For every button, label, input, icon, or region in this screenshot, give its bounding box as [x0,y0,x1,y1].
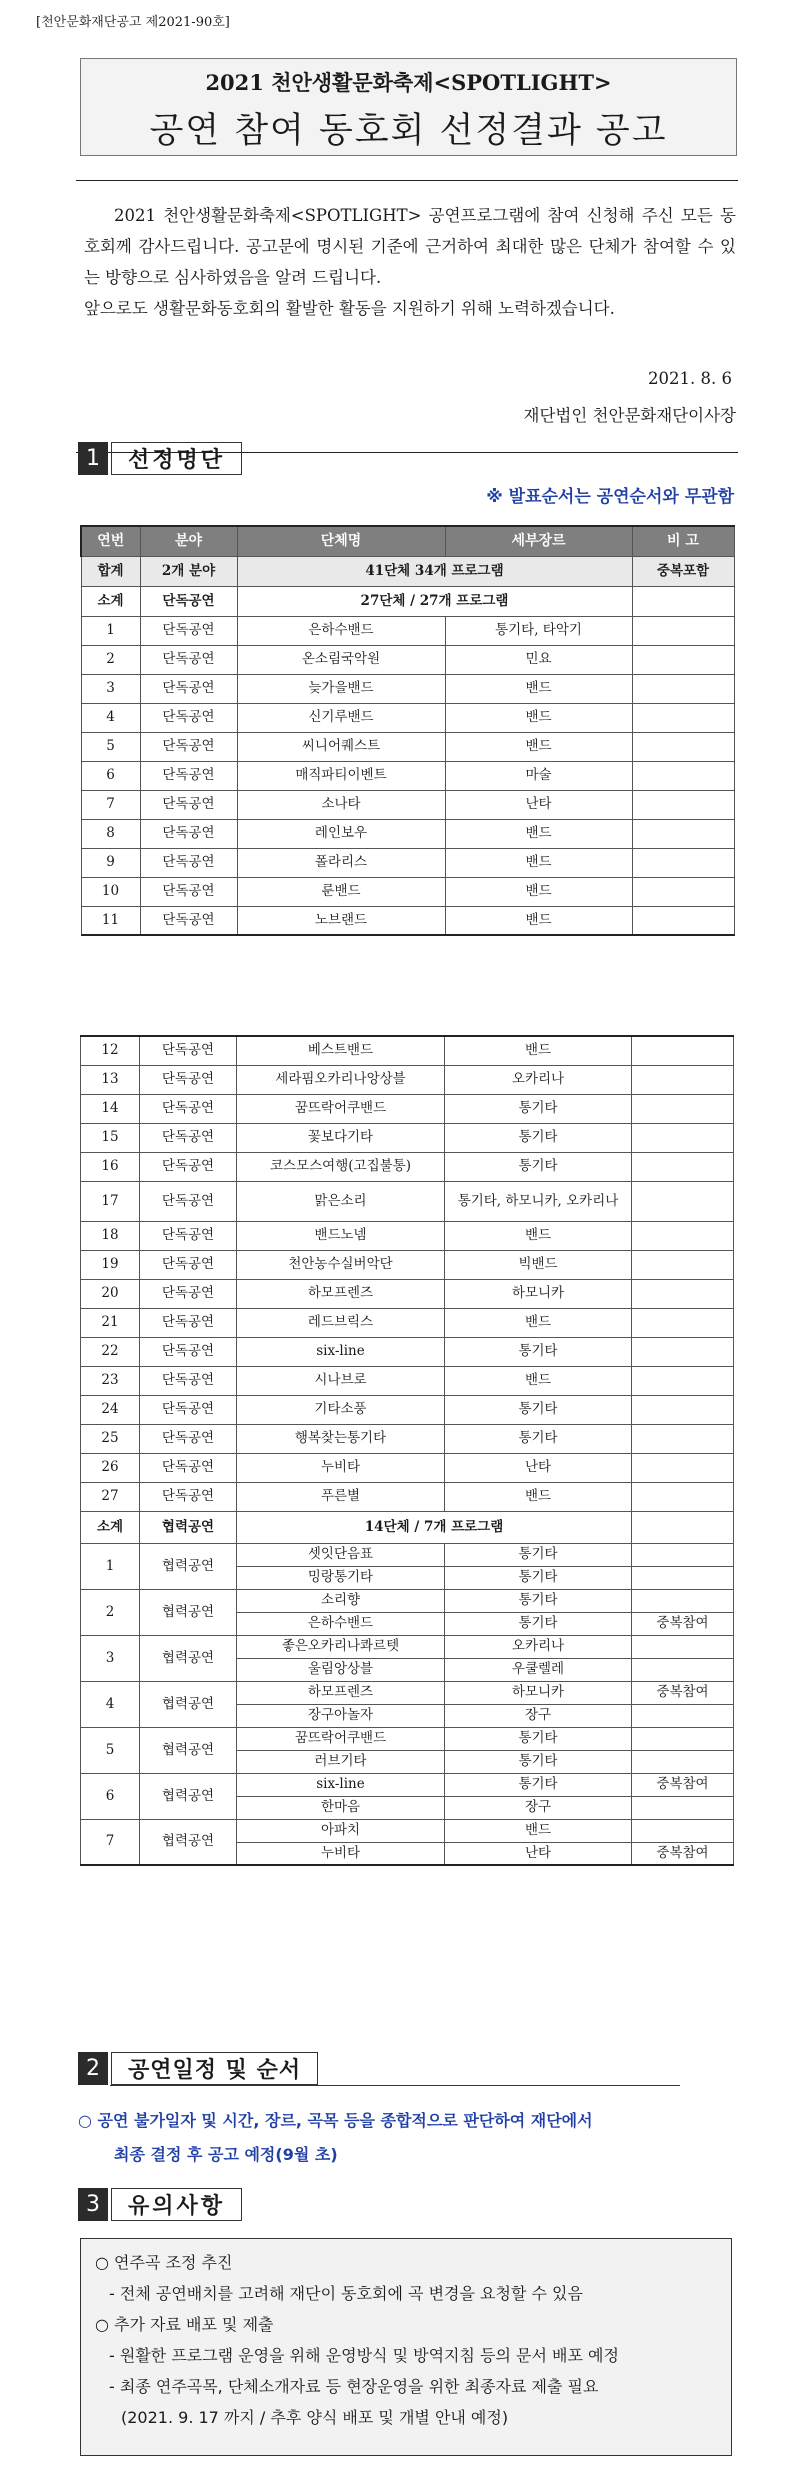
cell-name: 러브기타 [237,1750,445,1773]
subtotal-summary: 27단체 / 27개 프로그램 [237,586,632,616]
cell-genre: 장구 [445,1704,632,1727]
selection-table [80,525,735,936]
cell-remark: 중복참여 [632,1773,734,1796]
cell-no: 1 [81,1543,140,1589]
cell-genre: 통기타, 하모니카, 오카리나 [445,1181,632,1221]
cell-no: 3 [81,674,140,703]
table-row [81,1094,734,1123]
cell-name: six-line [237,1773,445,1796]
cell-field: 협력공연 [140,1543,237,1589]
cell-name: 셋잇단음표 [237,1543,445,1566]
cell-genre: 하모니카 [445,1681,632,1704]
intro-paragraph-2: 앞으로도 생활문화동호회의 활발한 활동을 지원하기 위해 노력하겠습니다. [84,299,615,318]
precaution-item: - 전체 공연배치를 고려해 재단이 동호회에 곡 변경을 요청할 수 있음 [109,2284,583,2303]
cell-genre: 통기타 [445,1612,632,1635]
cell-field: 단독공연 [140,1250,237,1279]
precaution-item: - 최종 연주곡목, 단체소개자료 등 현장운영을 위한 최종자료 제출 필요 [109,2377,599,2396]
table-row [81,1181,734,1221]
cell-name: 은하수밴드 [237,1612,445,1635]
cell-no: 16 [81,1152,140,1181]
cell-no: 4 [81,703,140,732]
cell-name: 매직파티이벤트 [237,761,445,790]
cell-field: 단독공연 [140,1424,237,1453]
table-row [81,1395,734,1424]
cell-genre: 난타 [445,790,632,819]
cell-genre: 통기타, 타악기 [445,616,632,645]
cell-name: 레드브릭스 [237,1308,445,1337]
subtotal-label: 소계 [81,586,140,616]
cell-remark: 중복참여 [632,1842,734,1865]
page-subtitle: 2021 천안생활문화축제<SPOTLIGHT> [205,70,612,95]
section-3-heading [78,2188,242,2221]
cell-field: 협력공연 [140,1727,237,1773]
cell-name: 룬밴드 [237,877,445,906]
section-title: 공연일정 및 순서 [111,2052,318,2085]
total-row [81,556,734,586]
cell-genre: 밴드 [445,1308,632,1337]
cell-genre: 통기타 [445,1543,632,1566]
cell-field: 단독공연 [140,732,237,761]
cell-no: 9 [81,848,140,877]
cell-remark [632,761,734,790]
cell-no: 24 [81,1395,140,1424]
total-field: 2개 분야 [140,556,237,586]
cell-field: 협력공연 [140,1819,237,1865]
cell-genre: 민요 [445,645,632,674]
cell-genre: 오카리나 [445,1635,632,1658]
cell-name: 레인보우 [237,819,445,848]
cell-genre: 밴드 [445,877,632,906]
subtotal-remark [632,586,734,616]
table-row [81,732,734,761]
table-row [81,1366,734,1395]
cell-name: 신기루밴드 [237,703,445,732]
table-row [81,848,734,877]
cell-name: 좋은오카리나콰르텟 [237,1635,445,1658]
cell-name: 누비타 [237,1453,445,1482]
cell-genre: 통기타 [445,1094,632,1123]
cell-field: 단독공연 [140,1094,237,1123]
cell-name: 꽃보다기타 [237,1123,445,1152]
solo-subtotal-row [81,586,734,616]
cell-field: 협력공연 [140,1773,237,1819]
cell-remark [632,1279,734,1308]
table-row [81,1773,734,1796]
cell-name: 꿈뜨락어쿠밴드 [237,1727,445,1750]
precaution-item: ○ 추가 자료 배포 및 제출 [95,2315,274,2334]
section-number: 2 [78,2052,108,2085]
cell-no: 15 [81,1123,140,1152]
cell-remark [632,1704,734,1727]
cell-no: 21 [81,1308,140,1337]
cell-remark [632,616,734,645]
col-header-no: 연번 [81,526,140,556]
cell-name: 밴드노넴 [237,1221,445,1250]
cell-no: 3 [81,1635,140,1681]
cell-name: 폴라리스 [237,848,445,877]
cell-remark [632,1566,734,1589]
cell-genre: 통기타 [445,1395,632,1424]
cell-field: 단독공연 [140,645,237,674]
table-row [81,1543,734,1566]
order-note: ※ 발표순서는 공연순서와 무관함 [486,487,734,507]
col-header-genre: 세부장르 [445,526,632,556]
cell-remark [632,1036,734,1065]
cell-remark [632,1181,734,1221]
table-row [81,819,734,848]
cell-name: 기타소풍 [237,1395,445,1424]
cell-remark [632,1424,734,1453]
cell-field: 단독공연 [140,616,237,645]
cell-name: 한마음 [237,1796,445,1819]
table-row [81,1424,734,1453]
cell-remark [632,645,734,674]
cell-no: 5 [81,732,140,761]
cell-remark [632,848,734,877]
cell-name: 꿈뜨락어쿠밴드 [237,1094,445,1123]
cell-name: 소나타 [237,790,445,819]
cell-name: 맑은소리 [237,1181,445,1221]
cell-remark [632,906,734,935]
cell-remark [632,1750,734,1773]
top-divider [76,180,738,181]
cell-genre: 통기타 [445,1727,632,1750]
cell-no: 13 [81,1065,140,1094]
cell-name: 푸른별 [237,1482,445,1511]
cell-name: 세라핌오카리나앙상블 [237,1065,445,1094]
cell-no: 26 [81,1453,140,1482]
cell-no: 18 [81,1221,140,1250]
cell-remark [632,1094,734,1123]
schedule-note [78,2104,748,2172]
cell-genre: 통기타 [445,1750,632,1773]
table-row [81,703,734,732]
col-header-remark: 비 고 [632,526,734,556]
cell-field: 단독공연 [140,1123,237,1152]
cell-no: 22 [81,1337,140,1366]
cell-field: 협력공연 [140,1681,237,1727]
table-row [81,1453,734,1482]
cell-field: 단독공연 [140,848,237,877]
cell-field: 단독공연 [140,1453,237,1482]
cell-name: 누비타 [237,1842,445,1865]
subtotal-remark [632,1511,734,1543]
cell-genre: 하모니카 [445,1279,632,1308]
cell-name: 온소림국악원 [237,645,445,674]
cell-name: 코스모스여행(고집불통) [237,1152,445,1181]
cell-remark [632,1543,734,1566]
cell-name: 밍랑통기타 [237,1566,445,1589]
cell-remark [632,1308,734,1337]
cell-remark: 중복참여 [632,1681,734,1704]
cell-remark [632,1453,734,1482]
selection-table-continued [80,1035,734,1866]
cell-name: 천안농수실버악단 [237,1250,445,1279]
cell-field: 단독공연 [140,877,237,906]
collab-subtotal-row [81,1511,734,1543]
cell-field: 단독공연 [140,761,237,790]
cell-name: 시나브로 [237,1366,445,1395]
table-row [81,1152,734,1181]
table-row [81,1482,734,1511]
issuer: 재단법인 천안문화재단이사장 [523,406,736,425]
cell-no: 27 [81,1482,140,1511]
subtotal-field: 협력공연 [140,1511,237,1543]
cell-remark [632,1589,734,1612]
section-2-heading [78,2052,318,2085]
page-title: 공연 참여 동호회 선정결과 공고 [149,111,668,151]
cell-no: 6 [81,1773,140,1819]
table-row [81,1337,734,1366]
cell-remark [632,1152,734,1181]
cell-remark [632,790,734,819]
precaution-item: ○ 연주곡 조정 추진 [95,2253,233,2272]
cell-field: 단독공연 [140,1482,237,1511]
table-row [81,761,734,790]
cell-no: 7 [81,790,140,819]
cell-field: 단독공연 [140,1152,237,1181]
cell-genre: 밴드 [445,732,632,761]
precautions-box [80,2238,732,2456]
total-summary: 41단체 34개 프로그램 [237,556,632,586]
precaution-item: (2021. 9. 17 까지 / 추후 양식 배포 및 개별 안내 예정) [121,2408,509,2427]
section-1-heading [78,442,242,475]
cell-name: 베스트밴드 [237,1036,445,1065]
cell-genre: 밴드 [445,1036,632,1065]
table-row [81,1123,734,1152]
cell-remark [632,732,734,761]
table-row [81,1635,734,1658]
cell-no: 17 [81,1181,140,1221]
cell-remark [632,1819,734,1842]
precaution-item: - 원활한 프로그램 운영을 위해 운영방식 및 방역지침 등의 문서 배포 예정 [109,2346,619,2365]
cell-remark [632,1796,734,1819]
cell-genre: 난타 [445,1453,632,1482]
cell-field: 단독공연 [140,790,237,819]
cell-no: 6 [81,761,140,790]
table-row [81,1681,734,1704]
table-row [81,1308,734,1337]
cell-field: 단독공연 [140,1366,237,1395]
cell-field: 단독공연 [140,1279,237,1308]
cell-no: 4 [81,1681,140,1727]
table-row [81,790,734,819]
cell-name: 행복찾는통기타 [237,1424,445,1453]
total-label: 합계 [81,556,140,586]
col-header-name: 단체명 [237,526,445,556]
cell-field: 단독공연 [140,1308,237,1337]
total-remark: 중복포함 [632,556,734,586]
cell-no: 2 [81,1589,140,1635]
table-row [81,1036,734,1065]
cell-remark [632,1727,734,1750]
cell-genre: 밴드 [445,674,632,703]
cell-genre: 밴드 [445,1221,632,1250]
cell-genre: 밴드 [445,819,632,848]
cell-genre: 난타 [445,1842,632,1865]
intro-paragraph-1: 2021 천안생활문화축제<SPOTLIGHT> 공연프로그램에 참여 신청해 주신 모든 동호회께 감사드립니다. 공고문에 명시된 기준에 근거하여 최대한 많은 단체가 참여할 수 있는 방향으로 심사하였음을 알려 드립니다. [84,206,736,287]
cell-name: 늦가을밴드 [237,674,445,703]
cell-remark [632,1658,734,1681]
subtotal-summary: 14단체 / 7개 프로그램 [237,1511,632,1543]
cell-remark [632,1395,734,1424]
cell-remark [632,1250,734,1279]
cell-remark [632,877,734,906]
intro-text [84,200,736,324]
cell-field: 단독공연 [140,1036,237,1065]
col-header-field: 분야 [140,526,237,556]
cell-genre: 통기타 [445,1773,632,1796]
cell-genre: 밴드 [445,906,632,935]
cell-no: 2 [81,645,140,674]
cell-field: 단독공연 [140,674,237,703]
cell-field: 단독공연 [140,906,237,935]
cell-name: 은하수밴드 [237,616,445,645]
cell-field: 협력공연 [140,1635,237,1681]
cell-genre: 통기타 [445,1589,632,1612]
cell-no: 19 [81,1250,140,1279]
cell-no: 7 [81,1819,140,1865]
cell-remark [632,1065,734,1094]
cell-name: 노브랜드 [237,906,445,935]
cell-field: 협력공연 [140,1589,237,1635]
cell-field: 단독공연 [140,1065,237,1094]
cell-genre: 밴드 [445,1366,632,1395]
schedule-line-2: 최종 결정 후 공고 예정(9월 초) [114,2145,338,2164]
table-row [81,1279,734,1308]
cell-field: 단독공연 [140,1395,237,1424]
cell-genre: 빅밴드 [445,1250,632,1279]
cell-no: 14 [81,1094,140,1123]
table-row [81,1221,734,1250]
table-row [81,1589,734,1612]
table-header [81,526,734,556]
cell-remark [632,674,734,703]
cell-field: 단독공연 [140,1181,237,1221]
cell-genre: 통기타 [445,1424,632,1453]
table-row [81,674,734,703]
subtotal-field: 단독공연 [140,586,237,616]
cell-name: 울림앙상블 [237,1658,445,1681]
cell-genre: 통기타 [445,1566,632,1589]
cell-genre: 밴드 [445,1819,632,1842]
cell-no: 23 [81,1366,140,1395]
cell-remark: 중복참여 [632,1612,734,1635]
cell-field: 단독공연 [140,1221,237,1250]
cell-name: 소리향 [237,1589,445,1612]
cell-no: 11 [81,906,140,935]
cell-genre: 통기타 [445,1152,632,1181]
cell-genre: 마술 [445,761,632,790]
cell-no: 10 [81,877,140,906]
cell-name: 하모프렌즈 [237,1279,445,1308]
cell-genre: 통기타 [445,1337,632,1366]
cell-remark [632,819,734,848]
cell-name: 아파치 [237,1819,445,1842]
table-row [81,616,734,645]
cell-name: 하모프렌즈 [237,1681,445,1704]
section-title: 선정명단 [111,442,242,475]
cell-field: 단독공연 [140,1337,237,1366]
cell-no: 5 [81,1727,140,1773]
cell-name: six-line [237,1337,445,1366]
cell-genre: 밴드 [445,703,632,732]
cell-genre: 장구 [445,1796,632,1819]
cell-no: 8 [81,819,140,848]
cell-remark [632,1337,734,1366]
table-row [81,1819,734,1842]
section-number: 1 [78,442,108,475]
table-row [81,906,734,935]
cell-remark [632,1221,734,1250]
cell-no: 1 [81,616,140,645]
table-row [81,877,734,906]
table-row [81,1250,734,1279]
notice-date: 2021. 8. 6 [648,369,732,388]
cell-no: 20 [81,1279,140,1308]
cell-name: 장구아놀자 [237,1704,445,1727]
cell-field: 단독공연 [140,703,237,732]
table-row [81,1065,734,1094]
cell-genre: 오카리나 [445,1065,632,1094]
subtotal-label: 소계 [81,1511,140,1543]
cell-remark [632,1366,734,1395]
schedule-line-1: ○ 공연 불가일자 및 시간, 장르, 곡목 등을 종합적으로 판단하여 재단에서 [78,2111,593,2130]
section-title: 유의사항 [111,2188,242,2221]
title-box [80,58,737,156]
cell-no: 25 [81,1424,140,1453]
notice-number: [천안문화재단공고 제2021-90호] [36,15,230,30]
cell-remark [632,703,734,732]
section-number: 3 [78,2188,108,2221]
cell-remark [632,1123,734,1152]
cell-genre: 밴드 [445,848,632,877]
cell-genre: 통기타 [445,1123,632,1152]
cell-no: 12 [81,1036,140,1065]
cell-name: 씨니어퀘스트 [237,732,445,761]
cell-genre: 우쿨렐레 [445,1658,632,1681]
cell-genre: 밴드 [445,1482,632,1511]
table-row [81,1727,734,1750]
table-row [81,645,734,674]
cell-remark [632,1482,734,1511]
cell-field: 단독공연 [140,819,237,848]
cell-remark [632,1635,734,1658]
